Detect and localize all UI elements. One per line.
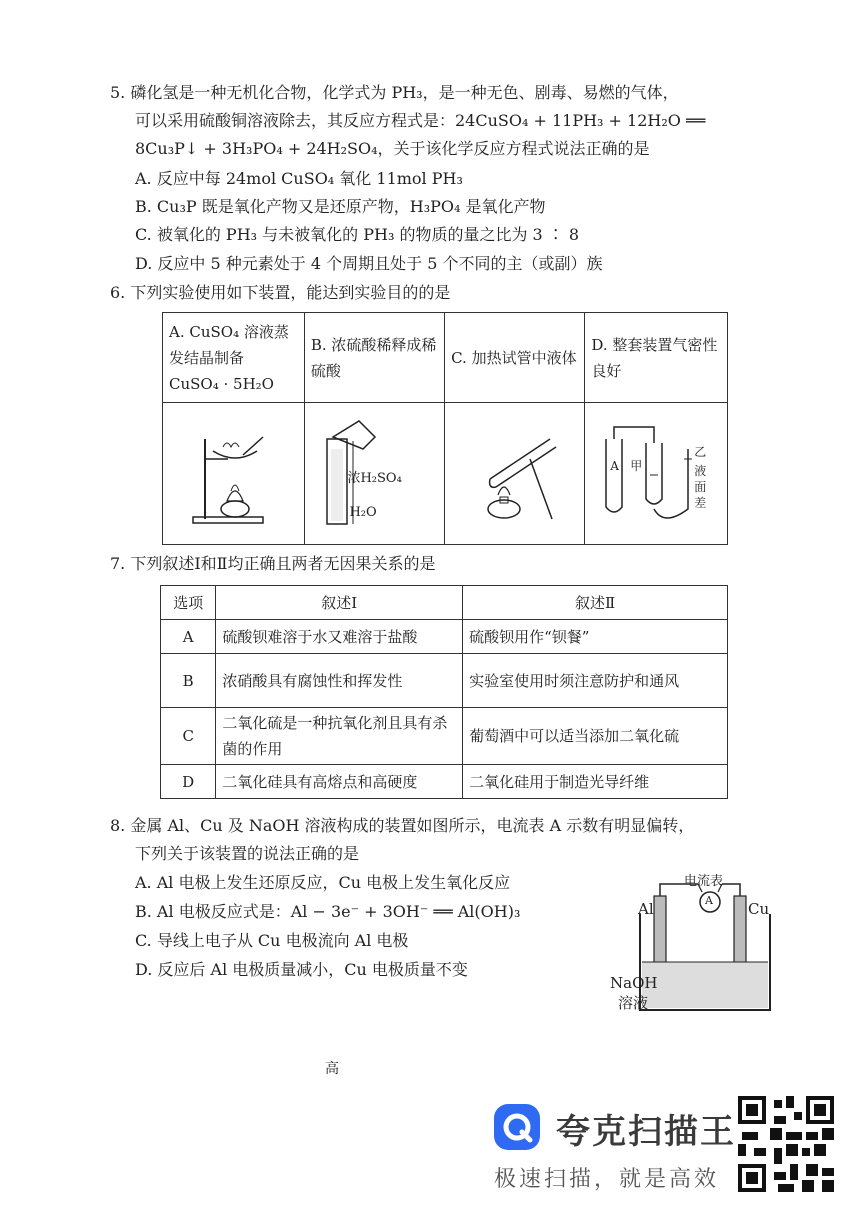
label-yi: 乙: [694, 444, 707, 459]
q5-option-c[interactable]: C. 被氧化的 PH₃ 与未被氧化的 PH₃ 的物质的量之比为 3 ∶ 8: [135, 225, 580, 244]
q8-line2: 下列关于该装置的说法正确的是: [135, 844, 360, 863]
q8-option-c[interactable]: C. 导线上电子从 Cu 电极流向 Al 电极: [135, 931, 409, 950]
ammeter-symbol: A: [705, 894, 713, 907]
q6-option-a[interactable]: A. CuSO₄ 溶液蒸发结晶制备 CuSO₄ · 5H₂O: [163, 313, 305, 403]
label-jia: 甲: [630, 458, 643, 473]
q7-row-c-s1: 二氧化硫是一种抗氧化剂且具有杀菌的作用: [216, 708, 463, 765]
q7-row-d-s2: 二氧化硅用于制造光导纤维: [463, 765, 728, 799]
q8-option-a[interactable]: A. Al 电极上发生还原反应，Cu 电极上发生氧化反应: [135, 873, 511, 892]
label-solution: 溶液: [618, 994, 649, 1012]
qr-code-icon: [738, 1096, 834, 1192]
q8-line1: 8. 金属 Al、Cu 及 NaOH 溶液构成的装置如图所示，电流表 A 示数有明显偏转，: [110, 816, 695, 835]
q8-option-d[interactable]: D. 反应后 Al 电极质量减小，Cu 电极质量不变: [135, 960, 468, 979]
q7-row-a-label: A: [161, 620, 216, 654]
q6-figure-c: [445, 403, 585, 545]
label-level-difference: 液面差: [694, 463, 707, 510]
label-water: H₂O: [349, 504, 377, 520]
q8-option-b[interactable]: B. Al 电极反应式是：Al − 3e⁻ + 3OH⁻ ══ Al(OH)₃: [135, 902, 521, 921]
q7-row-b-s1: 浓硝酸具有腐蚀性和挥发性: [216, 654, 463, 708]
label-conc-h2so4: 浓H₂SO₄: [347, 470, 402, 486]
q6-figure-d: [585, 403, 728, 545]
q6-figure-a: [163, 403, 305, 545]
q7-stem: 7. 下列叙述Ⅰ和Ⅱ均正确且两者无因果关系的是: [110, 554, 436, 573]
q7-header-statement-2: 叙述Ⅱ: [463, 586, 728, 620]
page-mark: 高: [325, 1061, 339, 1077]
label-tube-a: A: [610, 458, 619, 473]
q6-option-d[interactable]: D. 整套装置气密性良好: [585, 313, 728, 403]
q7-row-a-s1: 硫酸钡难溶于水又难溶于盐酸: [216, 620, 463, 654]
q5-option-d[interactable]: D. 反应中 5 种元素处于 4 个周期且处于 5 个不同的主（或副）族: [135, 254, 603, 273]
q7-row-d-label: D: [161, 765, 216, 799]
label-naoh: NaOH: [610, 974, 658, 992]
q7-header-statement-1: 叙述Ⅰ: [216, 586, 463, 620]
q7-row-b-label: B: [161, 654, 216, 708]
label-ammeter: 电流表: [684, 874, 724, 889]
q5-option-a[interactable]: A. 反应中每 24mol CuSO₄ 氧化 11mol PH₃: [135, 169, 463, 188]
label-al-electrode: Al: [638, 900, 654, 918]
quark-logo-icon: [492, 1102, 542, 1152]
q7-row-d[interactable]: [161, 765, 728, 799]
q6-stem: 6. 下列实验使用如下装置，能达到实验目的的是: [110, 283, 451, 302]
q5-line2: 可以采用硫酸铜溶液除去，其反应方程式是：24CuSO₄ + 11PH₃ + 12H₂O ══: [135, 111, 706, 130]
q7-row-a-s2: 硫酸钡用作“钡餐”: [463, 620, 728, 654]
heating-test-tube-icon: [460, 419, 570, 529]
q5-option-b[interactable]: B. Cu₃P 既是氧化产物又是还原产物，H₃PO₄ 是氧化产物: [135, 197, 546, 216]
q7-table: [160, 585, 728, 799]
q5-line3: 8Cu₃P↓ + 3H₃PO₄ + 24H₂SO₄，关于该化学反应方程式说法正确的是: [135, 139, 650, 158]
q7-header-option: 选项: [161, 586, 216, 620]
q7-row-b-s2: 实验室使用时须注意防护和通风: [463, 654, 728, 708]
brand-name: 夸克扫描王: [556, 1112, 736, 1152]
label-cu-electrode: Cu: [748, 900, 770, 918]
q6-table: [162, 312, 728, 545]
q7-row-b[interactable]: [161, 654, 728, 708]
q8-figure: [610, 870, 790, 1020]
evaporation-apparatus-icon: [183, 419, 283, 529]
q6-figure-b: [304, 403, 444, 545]
q6-option-b[interactable]: B. 浓硫酸稀释成稀硫酸: [304, 313, 444, 403]
q7-row-c-s2: 葡萄酒中可以适当添加二氧化硫: [463, 708, 728, 765]
q7-row-c-label: C: [161, 708, 216, 765]
q7-row-c[interactable]: [161, 708, 728, 765]
q6-option-c[interactable]: C. 加热试管中液体: [445, 313, 585, 403]
brand-slogan: 极速扫描，就是高效: [494, 1167, 720, 1192]
q7-row-a[interactable]: [161, 620, 728, 654]
q5-line1: 5. 磷化氢是一种无机化合物，化学式为 PH₃，是一种无色、剧毒、易燃的气体，: [110, 83, 679, 102]
q7-row-d-s1: 二氧化硅具有高熔点和高硬度: [216, 765, 463, 799]
